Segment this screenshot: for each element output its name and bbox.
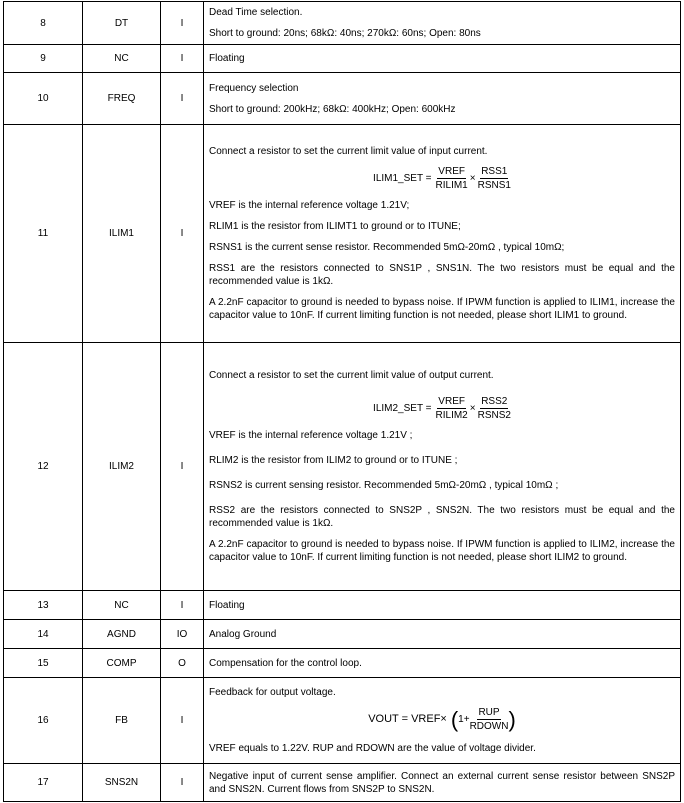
pin-number: 10 [4,73,83,125]
table-row [4,764,681,802]
desc-line: RLIM1 is the resistor from ILIMT1 to ground or to ITUNE; [209,221,461,232]
pin-io: I [161,125,204,343]
desc-line: A 2.2nF capacitor to ground is needed to bypass noise. If IPWM function is applied to ILIM2, increase the capacitor value to 10nF. If current limiting function is not needed, please short ILIM2 to ground. [209,539,675,563]
table-row [4,591,681,620]
desc-line: VREF equals to 1.22V. RUP and RDOWN are the value of voltage divider. [209,743,536,754]
desc-line: Negative input of current sense amplifier. Connect an external current sense resistor between SNS2P and SNS2N. Current flows from SNS2P to SNS2N. [209,770,675,795]
pin-name: SNS2N [83,764,161,802]
desc-intro: Feedback for output voltage. [209,687,336,698]
pin-description [204,764,681,802]
table-row [4,649,681,678]
desc-line: RSNS1 is the current sense resistor. Recommended 5mΩ-20mΩ , typical 10mΩ; [209,242,565,253]
desc-line: VREF is the internal reference voltage 1.21V; [209,200,410,211]
pin-io: I [161,678,204,764]
pin-number: 8 [4,2,83,45]
desc-line: Floating [209,53,245,64]
pin-number: 16 [4,678,83,764]
desc-line: RSS1 are the resistors connected to SNS1P , SNS1N. The two resistors must be equal and the recommended value is 1kΩ. [209,263,675,287]
pin-io: I [161,73,204,125]
pin-description [204,45,681,73]
desc-line: A 2.2nF capacitor to ground is needed to bypass noise. If IPWM function is applied to ILIM1, increase the capacitor value to 10nF. If current limiting function is not needed, please short ILIM1 to ground. [209,297,675,321]
pin-name: DT [83,2,161,45]
table-row [4,343,681,591]
formula-lhs: VOUT = VREF× [368,713,447,725]
denominator: RSNS1 [477,180,511,191]
pin-io: I [161,2,204,45]
pin-number: 9 [4,45,83,73]
pin-name: COMP [83,649,161,678]
desc-line: RSS2 are the resistors connected to SNS2P , SNS2N. The two resistors must be equal and the recommended value is 1kΩ. [209,505,675,529]
desc-line: RLIM2 is the resistor from ILIM2 to ground or to ITUNE ; [209,455,458,466]
pin-description [204,649,681,678]
table-row [4,45,681,73]
times-operator: × [469,173,476,184]
fraction [478,396,511,421]
denominator: RDOWN [469,721,509,732]
denominator: RSNS2 [477,410,511,421]
pin-description [204,591,681,620]
pin-description [204,125,681,343]
fraction [478,166,511,191]
pin-number: 15 [4,649,83,678]
pin-name: FB [83,678,161,764]
table-row [4,73,681,125]
pin-description [204,73,681,125]
pin-number: 17 [4,764,83,802]
pin-description [204,620,681,649]
formula-lhs: ILIM2_SET = [373,403,432,414]
table-row [4,125,681,343]
desc-line: Compensation for the control loop. [209,657,362,669]
fraction [436,396,468,421]
formula-one: 1+ [458,714,470,725]
pin-name: NC [83,591,161,620]
numerator: VREF [438,166,465,177]
pin-description [204,2,681,45]
desc-intro: Connect a resistor to set the current limit value of output current. [209,370,494,381]
ilim2-formula [209,396,675,421]
times-operator: × [469,403,476,414]
desc-line: Short to ground: 200kHz; 68kΩ: 400kHz; Open: 600kHz [209,103,456,115]
desc-line: Frequency selection [209,82,299,94]
formula-lhs: ILIM1_SET = [373,173,432,184]
pin-description [204,678,681,764]
desc-line: RSNS2 is current sensing resistor. Recommended 5mΩ-20mΩ , typical 10mΩ ; [209,480,559,491]
desc-line: Floating [209,599,245,611]
pin-name: ILIM1 [83,125,161,343]
table-row [4,678,681,764]
pin-io: I [161,591,204,620]
pin-description [204,343,681,591]
desc-line: Analog Ground [209,628,277,640]
desc-line: VREF is the internal reference voltage 1.21V ; [209,430,413,441]
table-row [4,2,681,45]
fraction [470,707,509,732]
pin-io: I [161,343,204,591]
denominator: RILIM2 [435,410,468,421]
pin-name: ILIM2 [83,343,161,591]
pin-description-table [3,1,681,802]
table-row [4,620,681,649]
numerator: RSS2 [481,396,508,407]
pin-name: NC [83,45,161,73]
pin-number: 13 [4,591,83,620]
open-paren: ( [450,706,459,732]
vout-formula [209,707,675,732]
numerator: RSS1 [481,166,508,177]
pin-number: 11 [4,125,83,343]
numerator: RUP [478,707,500,718]
ilim1-formula [209,166,675,191]
numerator: VREF [438,396,465,407]
pin-io: O [161,649,204,678]
pin-io: I [161,45,204,73]
pin-name: FREQ [83,73,161,125]
close-paren: ) [508,706,516,732]
desc-line: Short to ground: 20ns; 68kΩ: 40ns; 270kΩ: 60ns; Open: 80ns [209,28,481,39]
pin-io: I [161,764,204,802]
pin-number: 14 [4,620,83,649]
pin-name: AGND [83,620,161,649]
desc-line: Dead Time selection. [209,7,303,18]
pin-number: 12 [4,343,83,591]
pin-io: IO [161,620,204,649]
fraction [436,166,468,191]
desc-intro: Connect a resistor to set the current limit value of input current. [209,146,488,157]
denominator: RILIM1 [435,180,468,191]
